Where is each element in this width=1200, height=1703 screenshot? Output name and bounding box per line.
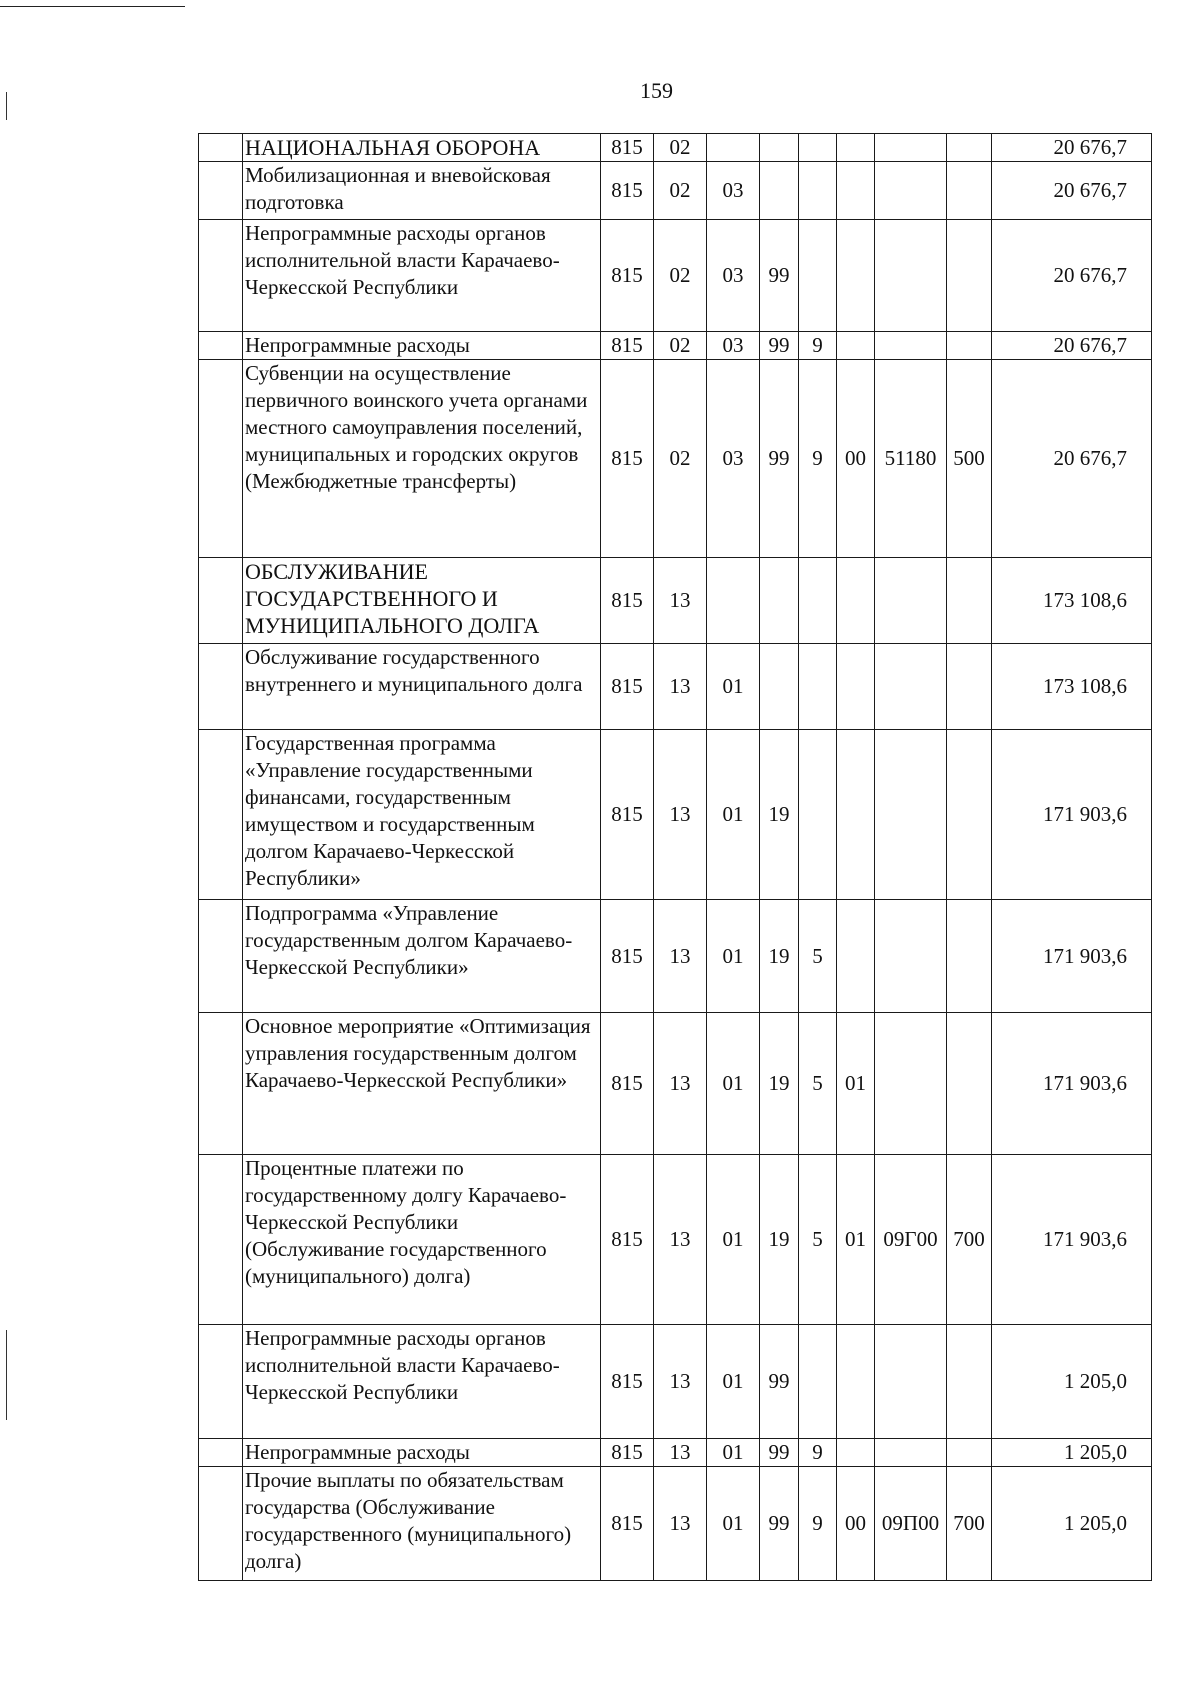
code-cell: 99 <box>760 220 799 332</box>
code-cell <box>947 1325 992 1439</box>
code-cell: 9 <box>799 1439 837 1467</box>
code-cell: 815 <box>601 360 654 558</box>
code-cell: 01 <box>707 900 760 1013</box>
code-cell: 99 <box>760 332 799 360</box>
code-cell <box>875 1325 947 1439</box>
code-cell <box>760 558 799 644</box>
code-cell: 01 <box>707 1467 760 1581</box>
sum-cell: 1 205,0 <box>992 1439 1152 1467</box>
row-name: Субвенции на осуществление первичного воинского учета органами местного самоуправления поселений, муниципальных и городских округов (Межбюджетные трансферты) <box>243 360 601 558</box>
code-cell: 13 <box>654 558 707 644</box>
row-name: Государственная программа «Управление государственными финансами, государственным имуществом и государственным долгом Карачаево-Черкесской Республики» <box>243 730 601 900</box>
code-cell <box>947 1439 992 1467</box>
code-cell: 13 <box>654 900 707 1013</box>
row-name: Подпрограмма «Управление государственным долгом Карачаево-Черкесской Республики» <box>243 900 601 1013</box>
code-cell: 02 <box>654 134 707 162</box>
code-cell <box>947 162 992 220</box>
code-cell: 700 <box>947 1155 992 1325</box>
table-row <box>199 162 1152 220</box>
code-cell <box>947 1013 992 1155</box>
code-cell <box>947 558 992 644</box>
code-cell <box>799 1325 837 1439</box>
code-cell: 01 <box>707 730 760 900</box>
code-cell: 13 <box>654 1439 707 1467</box>
code-cell: 03 <box>707 162 760 220</box>
table-row <box>199 644 1152 730</box>
row-name: Непрограммные расходы органов исполнительной власти Карачаево-Черкесской Республики <box>243 1325 601 1439</box>
table-row <box>199 360 1152 558</box>
blank-cell <box>199 1325 243 1439</box>
code-cell: 815 <box>601 1439 654 1467</box>
blank-cell <box>199 1467 243 1581</box>
blank-cell <box>199 162 243 220</box>
blank-cell <box>199 644 243 730</box>
row-name: Непрограммные расходы органов исполнительной власти Карачаево-Черкесской Республики <box>243 220 601 332</box>
code-cell: 99 <box>760 1439 799 1467</box>
row-name: Процентные платежи по государственному долгу Карачаево-Черкесской Республики (Обслуживание государственного (муниципального) долга) <box>243 1155 601 1325</box>
code-cell: 815 <box>601 1013 654 1155</box>
code-cell: 815 <box>601 332 654 360</box>
code-cell <box>837 900 875 1013</box>
code-cell: 02 <box>654 220 707 332</box>
code-cell <box>837 730 875 900</box>
code-cell <box>875 1439 947 1467</box>
code-cell: 13 <box>654 1013 707 1155</box>
code-cell <box>875 332 947 360</box>
code-cell <box>875 730 947 900</box>
code-cell: 99 <box>760 1325 799 1439</box>
code-cell: 09П00 <box>875 1467 947 1581</box>
code-cell: 9 <box>799 332 837 360</box>
code-cell <box>875 134 947 162</box>
code-cell: 9 <box>799 1467 837 1581</box>
code-cell: 815 <box>601 134 654 162</box>
sum-cell: 1 205,0 <box>992 1325 1152 1439</box>
row-name: ОБСЛУЖИВАНИЕ ГОСУДАРСТВЕННОГО И МУНИЦИПАЛЬНОГО ДОЛГА <box>243 558 601 644</box>
sum-cell: 171 903,6 <box>992 1155 1152 1325</box>
table-row <box>199 730 1152 900</box>
sum-cell: 20 676,7 <box>992 332 1152 360</box>
code-cell: 13 <box>654 1155 707 1325</box>
code-cell <box>707 558 760 644</box>
code-cell: 5 <box>799 900 837 1013</box>
code-cell: 03 <box>707 220 760 332</box>
blank-cell <box>199 220 243 332</box>
sum-cell: 20 676,7 <box>992 360 1152 558</box>
code-cell <box>875 220 947 332</box>
code-cell: 5 <box>799 1155 837 1325</box>
table-row <box>199 1467 1152 1581</box>
sum-cell: 173 108,6 <box>992 644 1152 730</box>
table-row <box>199 900 1152 1013</box>
code-cell: 13 <box>654 730 707 900</box>
code-cell: 9 <box>799 360 837 558</box>
scan-edge-mark <box>6 1330 7 1420</box>
code-cell: 00 <box>837 1467 875 1581</box>
blank-cell <box>199 558 243 644</box>
row-name: Непрограммные расходы <box>243 1439 601 1467</box>
code-cell: 01 <box>707 1013 760 1155</box>
code-cell: 700 <box>947 1467 992 1581</box>
code-cell: 02 <box>654 360 707 558</box>
code-cell <box>947 332 992 360</box>
code-cell: 19 <box>760 1155 799 1325</box>
table-row <box>199 1325 1152 1439</box>
sum-cell: 171 903,6 <box>992 730 1152 900</box>
table-row <box>199 558 1152 644</box>
code-cell <box>947 900 992 1013</box>
table-row <box>199 220 1152 332</box>
budget-table <box>198 133 1152 1581</box>
code-cell <box>947 220 992 332</box>
code-cell <box>875 162 947 220</box>
code-cell: 00 <box>837 360 875 558</box>
code-cell: 01 <box>707 1439 760 1467</box>
top-rule <box>0 6 185 7</box>
code-cell: 03 <box>707 332 760 360</box>
code-cell <box>837 644 875 730</box>
code-cell: 5 <box>799 1013 837 1155</box>
code-cell: 815 <box>601 1325 654 1439</box>
code-cell <box>799 134 837 162</box>
code-cell <box>875 558 947 644</box>
code-cell <box>837 134 875 162</box>
code-cell: 815 <box>601 1155 654 1325</box>
code-cell <box>760 644 799 730</box>
code-cell: 13 <box>654 1467 707 1581</box>
blank-cell <box>199 1155 243 1325</box>
code-cell <box>707 134 760 162</box>
code-cell <box>875 900 947 1013</box>
code-cell: 09Г00 <box>875 1155 947 1325</box>
blank-cell <box>199 360 243 558</box>
row-name: Прочие выплаты по обязательствам государства (Обслуживание государственного (муниципального) долга) <box>243 1467 601 1581</box>
code-cell <box>947 730 992 900</box>
code-cell <box>799 730 837 900</box>
row-name: Основное мероприятие «Оптимизация управления государственным долгом Карачаево-Черкесской Республики» <box>243 1013 601 1155</box>
code-cell: 815 <box>601 558 654 644</box>
blank-cell <box>199 134 243 162</box>
table-row <box>199 1013 1152 1155</box>
code-cell: 99 <box>760 360 799 558</box>
code-cell <box>799 220 837 332</box>
code-cell: 13 <box>654 1325 707 1439</box>
code-cell <box>837 1439 875 1467</box>
sum-cell: 171 903,6 <box>992 900 1152 1013</box>
sum-cell: 20 676,7 <box>992 134 1152 162</box>
code-cell: 01 <box>707 1155 760 1325</box>
sum-cell: 20 676,7 <box>992 220 1152 332</box>
code-cell: 19 <box>760 730 799 900</box>
blank-cell <box>199 730 243 900</box>
sum-cell: 171 903,6 <box>992 1013 1152 1155</box>
code-cell: 815 <box>601 1467 654 1581</box>
blank-cell <box>199 900 243 1013</box>
code-cell: 815 <box>601 162 654 220</box>
row-name: Непрограммные расходы <box>243 332 601 360</box>
table-row <box>199 1155 1152 1325</box>
code-cell <box>875 1013 947 1155</box>
code-cell: 02 <box>654 162 707 220</box>
code-cell: 19 <box>760 1013 799 1155</box>
table-row <box>199 332 1152 360</box>
code-cell <box>837 1325 875 1439</box>
code-cell: 01 <box>837 1155 875 1325</box>
sum-cell: 1 205,0 <box>992 1467 1152 1581</box>
code-cell <box>837 332 875 360</box>
code-cell <box>799 162 837 220</box>
code-cell: 99 <box>760 1467 799 1581</box>
row-name: Обслуживание государственного внутреннего и муниципального долга <box>243 644 601 730</box>
row-name: Мобилизационная и вневойсковая подготовка <box>243 162 601 220</box>
code-cell: 815 <box>601 220 654 332</box>
code-cell <box>760 134 799 162</box>
code-cell <box>875 644 947 730</box>
code-cell: 01 <box>707 644 760 730</box>
code-cell <box>799 644 837 730</box>
code-cell: 01 <box>707 1325 760 1439</box>
code-cell: 815 <box>601 644 654 730</box>
code-cell: 19 <box>760 900 799 1013</box>
blank-cell <box>199 1013 243 1155</box>
table-row <box>199 1439 1152 1467</box>
blank-cell <box>199 332 243 360</box>
table-row <box>199 134 1152 162</box>
code-cell <box>947 644 992 730</box>
blank-cell <box>199 1439 243 1467</box>
sum-cell: 173 108,6 <box>992 558 1152 644</box>
code-cell <box>760 162 799 220</box>
code-cell <box>947 134 992 162</box>
code-cell <box>799 558 837 644</box>
code-cell: 815 <box>601 730 654 900</box>
code-cell: 03 <box>707 360 760 558</box>
sum-cell: 20 676,7 <box>992 162 1152 220</box>
code-cell: 02 <box>654 332 707 360</box>
code-cell: 13 <box>654 644 707 730</box>
page-number: 159 <box>640 78 673 103</box>
code-cell <box>837 558 875 644</box>
row-name: НАЦИОНАЛЬНАЯ ОБОРОНА <box>243 134 601 162</box>
scan-edge-mark <box>6 92 7 120</box>
code-cell: 500 <box>947 360 992 558</box>
code-cell <box>837 220 875 332</box>
code-cell: 01 <box>837 1013 875 1155</box>
code-cell: 51180 <box>875 360 947 558</box>
code-cell: 815 <box>601 900 654 1013</box>
code-cell <box>837 162 875 220</box>
